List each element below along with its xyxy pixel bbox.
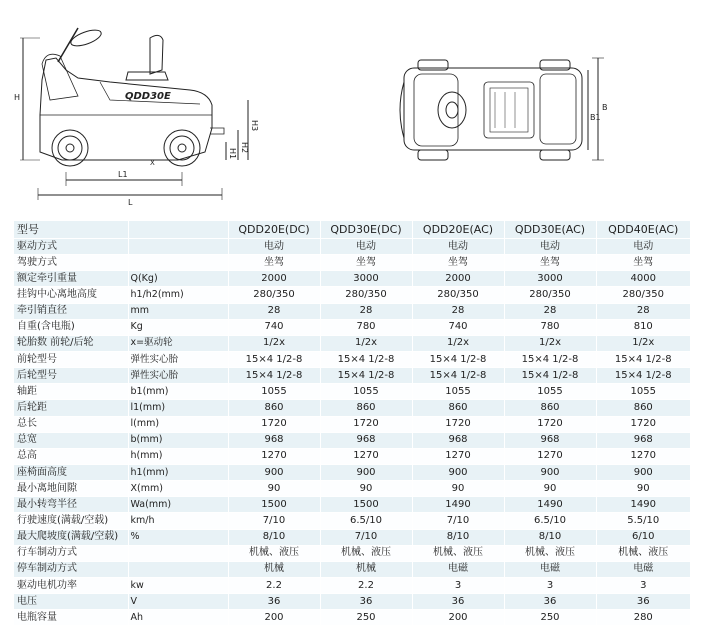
row-value: 1055 <box>228 384 320 400</box>
row-value: 1/2x <box>412 335 504 351</box>
row-value: 250 <box>504 610 596 626</box>
row-value: 1490 <box>504 497 596 513</box>
row-value: 6.5/10 <box>320 513 412 529</box>
row-label: 最小转弯半径 <box>14 497 128 513</box>
row-value: 6.5/10 <box>504 513 596 529</box>
row-label: 驾驶方式 <box>14 255 128 271</box>
row-label: 驱动方式 <box>14 239 128 255</box>
table-row <box>14 529 690 545</box>
row-value: 36 <box>412 594 504 610</box>
row-label: 额定牵引重量 <box>14 271 128 287</box>
row-value: 968 <box>412 432 504 448</box>
row-value: 1720 <box>504 416 596 432</box>
row-label: 座椅面高度 <box>14 464 128 480</box>
row-value: 机械 <box>320 561 412 577</box>
row-value: 坐驾 <box>596 255 690 271</box>
row-value: 90 <box>504 481 596 497</box>
row-label: 挂钩中心离地高度 <box>14 287 128 303</box>
row-value: 电动 <box>504 239 596 255</box>
header-model: 型号 <box>14 221 128 239</box>
row-value: 200 <box>412 610 504 626</box>
header-unit <box>128 221 228 239</box>
row-value: 28 <box>504 303 596 319</box>
row-unit: h(mm) <box>128 448 228 464</box>
row-value: 机械、液压 <box>504 545 596 561</box>
row-value: 电磁 <box>504 561 596 577</box>
row-value: 1270 <box>320 448 412 464</box>
row-value: 280/350 <box>596 287 690 303</box>
row-value: 36 <box>596 594 690 610</box>
technical-drawings <box>0 0 720 215</box>
row-value: 1500 <box>320 497 412 513</box>
row-value: 3 <box>412 577 504 593</box>
row-value: 28 <box>596 303 690 319</box>
row-value: 15×4 1/2-8 <box>228 351 320 367</box>
row-unit <box>128 255 228 271</box>
spec-table <box>14 221 690 626</box>
row-value: 电动 <box>596 239 690 255</box>
header-qdd20e-ac: QDD20E(AC) <box>412 221 504 239</box>
row-label: 总宽 <box>14 432 128 448</box>
row-value: 1055 <box>412 384 504 400</box>
row-value: 1/2x <box>228 335 320 351</box>
row-unit: Kg <box>128 319 228 335</box>
dim-H2: H2 <box>240 142 249 154</box>
table-row <box>14 287 690 303</box>
row-unit: Q(Kg) <box>128 271 228 287</box>
row-unit: h1(mm) <box>128 464 228 480</box>
row-label: 停车制动方式 <box>14 561 128 577</box>
row-value: 968 <box>320 432 412 448</box>
row-value: 28 <box>228 303 320 319</box>
row-value: 机械、液压 <box>320 545 412 561</box>
row-value: 900 <box>412 464 504 480</box>
row-value: 1055 <box>320 384 412 400</box>
dim-L: L <box>128 198 133 207</box>
row-value: 15×4 1/2-8 <box>412 351 504 367</box>
row-value: 810 <box>596 319 690 335</box>
table-row <box>14 351 690 367</box>
row-value: 1/2x <box>320 335 412 351</box>
row-label: 最小离地间隙 <box>14 481 128 497</box>
dim-B1: B1 <box>590 113 601 122</box>
table-row <box>14 239 690 255</box>
row-value: 3000 <box>320 271 412 287</box>
row-value: 15×4 1/2-8 <box>320 368 412 384</box>
table-row <box>14 432 690 448</box>
row-value: 6/10 <box>596 529 690 545</box>
row-label: 自重(含电瓶) <box>14 319 128 335</box>
dim-H1: H1 <box>228 148 237 160</box>
row-value: 90 <box>228 481 320 497</box>
row-value: 780 <box>320 319 412 335</box>
row-value: 1270 <box>504 448 596 464</box>
table-row <box>14 464 690 480</box>
header-qdd40e-ac: QDD40E(AC) <box>596 221 690 239</box>
row-value: 电磁 <box>412 561 504 577</box>
row-value: 968 <box>596 432 690 448</box>
row-value: 1270 <box>412 448 504 464</box>
row-value: 740 <box>228 319 320 335</box>
row-value: 28 <box>320 303 412 319</box>
row-value: 2000 <box>228 271 320 287</box>
row-value: 15×4 1/2-8 <box>596 351 690 367</box>
table-row <box>14 271 690 287</box>
table-header-row <box>14 221 690 239</box>
row-value: 机械 <box>228 561 320 577</box>
table-row <box>14 513 690 529</box>
row-value: 90 <box>320 481 412 497</box>
dim-B: B <box>602 103 608 112</box>
table-row <box>14 384 690 400</box>
row-label: 电压 <box>14 594 128 610</box>
row-value: 1/2x <box>504 335 596 351</box>
row-value: 90 <box>412 481 504 497</box>
row-label: 轴距 <box>14 384 128 400</box>
row-value: 968 <box>228 432 320 448</box>
row-value: 900 <box>596 464 690 480</box>
row-value: 1490 <box>412 497 504 513</box>
header-qdd20e-dc: QDD20E(DC) <box>228 221 320 239</box>
dim-H3: H3 <box>250 120 259 132</box>
row-value: 860 <box>504 400 596 416</box>
row-value: 7/10 <box>228 513 320 529</box>
top-view-drawing <box>400 58 608 160</box>
table-row <box>14 481 690 497</box>
row-value: 280 <box>596 610 690 626</box>
row-value: 机械、液压 <box>228 545 320 561</box>
row-value: 200 <box>228 610 320 626</box>
row-value: 坐驾 <box>228 255 320 271</box>
row-value: 机械、液压 <box>596 545 690 561</box>
row-unit: mm <box>128 303 228 319</box>
dim-X: X <box>150 159 155 167</box>
row-value: 860 <box>596 400 690 416</box>
row-value: 2.2 <box>228 577 320 593</box>
table-row <box>14 319 690 335</box>
row-value: 280/350 <box>320 287 412 303</box>
row-value: 280/350 <box>412 287 504 303</box>
row-value: 900 <box>320 464 412 480</box>
row-value: 5.5/10 <box>596 513 690 529</box>
row-value: 2000 <box>412 271 504 287</box>
row-value: 15×4 1/2-8 <box>320 351 412 367</box>
row-value: 8/10 <box>412 529 504 545</box>
row-value: 机械、液压 <box>412 545 504 561</box>
table-row <box>14 303 690 319</box>
row-value: 1720 <box>228 416 320 432</box>
row-value: 1270 <box>596 448 690 464</box>
side-model-badge: QDD30E <box>125 91 171 102</box>
row-unit: b(mm) <box>128 432 228 448</box>
row-value: 1055 <box>504 384 596 400</box>
row-value: 280/350 <box>504 287 596 303</box>
row-value: 900 <box>504 464 596 480</box>
row-unit: % <box>128 529 228 545</box>
row-value: 3000 <box>504 271 596 287</box>
row-value: 860 <box>228 400 320 416</box>
row-value: 780 <box>504 319 596 335</box>
row-value: 8/10 <box>504 529 596 545</box>
row-value: 坐驾 <box>320 255 412 271</box>
row-value: 1720 <box>412 416 504 432</box>
table-row <box>14 497 690 513</box>
row-value: 280/350 <box>228 287 320 303</box>
row-label: 总长 <box>14 416 128 432</box>
row-unit: X(mm) <box>128 481 228 497</box>
row-label: 后轮型号 <box>14 368 128 384</box>
table-row <box>14 448 690 464</box>
row-value: 电动 <box>412 239 504 255</box>
row-value: 860 <box>320 400 412 416</box>
table-row <box>14 400 690 416</box>
row-unit: 弹性实心胎 <box>128 351 228 367</box>
row-value: 3 <box>504 577 596 593</box>
row-unit: l(mm) <box>128 416 228 432</box>
row-value: 3 <box>596 577 690 593</box>
row-label: 行驶速度(满载/空载) <box>14 513 128 529</box>
table-row <box>14 368 690 384</box>
dim-L1: L1 <box>118 170 128 179</box>
spec-table-body <box>14 239 690 626</box>
row-value: 36 <box>320 594 412 610</box>
row-value: 1720 <box>320 416 412 432</box>
row-unit: kw <box>128 577 228 593</box>
row-label: 后轮距 <box>14 400 128 416</box>
row-unit: km/h <box>128 513 228 529</box>
row-value: 860 <box>412 400 504 416</box>
row-unit: h1/h2(mm) <box>128 287 228 303</box>
table-row <box>14 561 690 577</box>
row-value: 15×4 1/2-8 <box>228 368 320 384</box>
row-value: 15×4 1/2-8 <box>504 368 596 384</box>
row-value: 36 <box>504 594 596 610</box>
row-unit: x=驱动轮 <box>128 335 228 351</box>
row-unit: 弹性实心胎 <box>128 368 228 384</box>
row-value: 2.2 <box>320 577 412 593</box>
side-view-drawing <box>14 27 259 207</box>
dim-H: H <box>14 93 21 102</box>
header-qdd30e-dc: QDD30E(DC) <box>320 221 412 239</box>
row-value: 15×4 1/2-8 <box>504 351 596 367</box>
row-unit: b1(mm) <box>128 384 228 400</box>
row-value: 90 <box>596 481 690 497</box>
row-label: 牵引销直径 <box>14 303 128 319</box>
row-value: 740 <box>412 319 504 335</box>
row-unit: V <box>128 594 228 610</box>
row-value: 15×4 1/2-8 <box>596 368 690 384</box>
table-row <box>14 255 690 271</box>
row-value: 1490 <box>596 497 690 513</box>
row-value: 坐驾 <box>504 255 596 271</box>
row-value: 1055 <box>596 384 690 400</box>
table-row <box>14 545 690 561</box>
row-value: 15×4 1/2-8 <box>412 368 504 384</box>
row-value: 4000 <box>596 271 690 287</box>
row-value: 电动 <box>228 239 320 255</box>
row-label: 行车制动方式 <box>14 545 128 561</box>
row-value: 1720 <box>596 416 690 432</box>
row-value: 电动 <box>320 239 412 255</box>
row-unit <box>128 239 228 255</box>
row-label: 最大爬坡度(满载/空载) <box>14 529 128 545</box>
row-value: 1/2x <box>596 335 690 351</box>
row-unit: l1(mm) <box>128 400 228 416</box>
row-unit <box>128 545 228 561</box>
table-row <box>14 577 690 593</box>
row-value: 28 <box>412 303 504 319</box>
row-label: 总高 <box>14 448 128 464</box>
row-value: 1270 <box>228 448 320 464</box>
row-value: 968 <box>504 432 596 448</box>
row-unit <box>128 561 228 577</box>
row-label: 电瓶容量 <box>14 610 128 626</box>
table-row <box>14 594 690 610</box>
row-value: 电磁 <box>596 561 690 577</box>
row-value: 250 <box>320 610 412 626</box>
table-row <box>14 610 690 626</box>
row-unit: Ah <box>128 610 228 626</box>
row-value: 8/10 <box>228 529 320 545</box>
row-value: 坐驾 <box>412 255 504 271</box>
row-label: 驱动电机功率 <box>14 577 128 593</box>
row-label: 前轮型号 <box>14 351 128 367</box>
table-row <box>14 335 690 351</box>
row-unit: Wa(mm) <box>128 497 228 513</box>
row-value: 7/10 <box>412 513 504 529</box>
row-value: 900 <box>228 464 320 480</box>
row-label: 轮胎数 前轮/后轮 <box>14 335 128 351</box>
header-qdd30e-ac: QDD30E(AC) <box>504 221 596 239</box>
table-row <box>14 416 690 432</box>
row-value: 36 <box>228 594 320 610</box>
row-value: 1500 <box>228 497 320 513</box>
row-value: 7/10 <box>320 529 412 545</box>
